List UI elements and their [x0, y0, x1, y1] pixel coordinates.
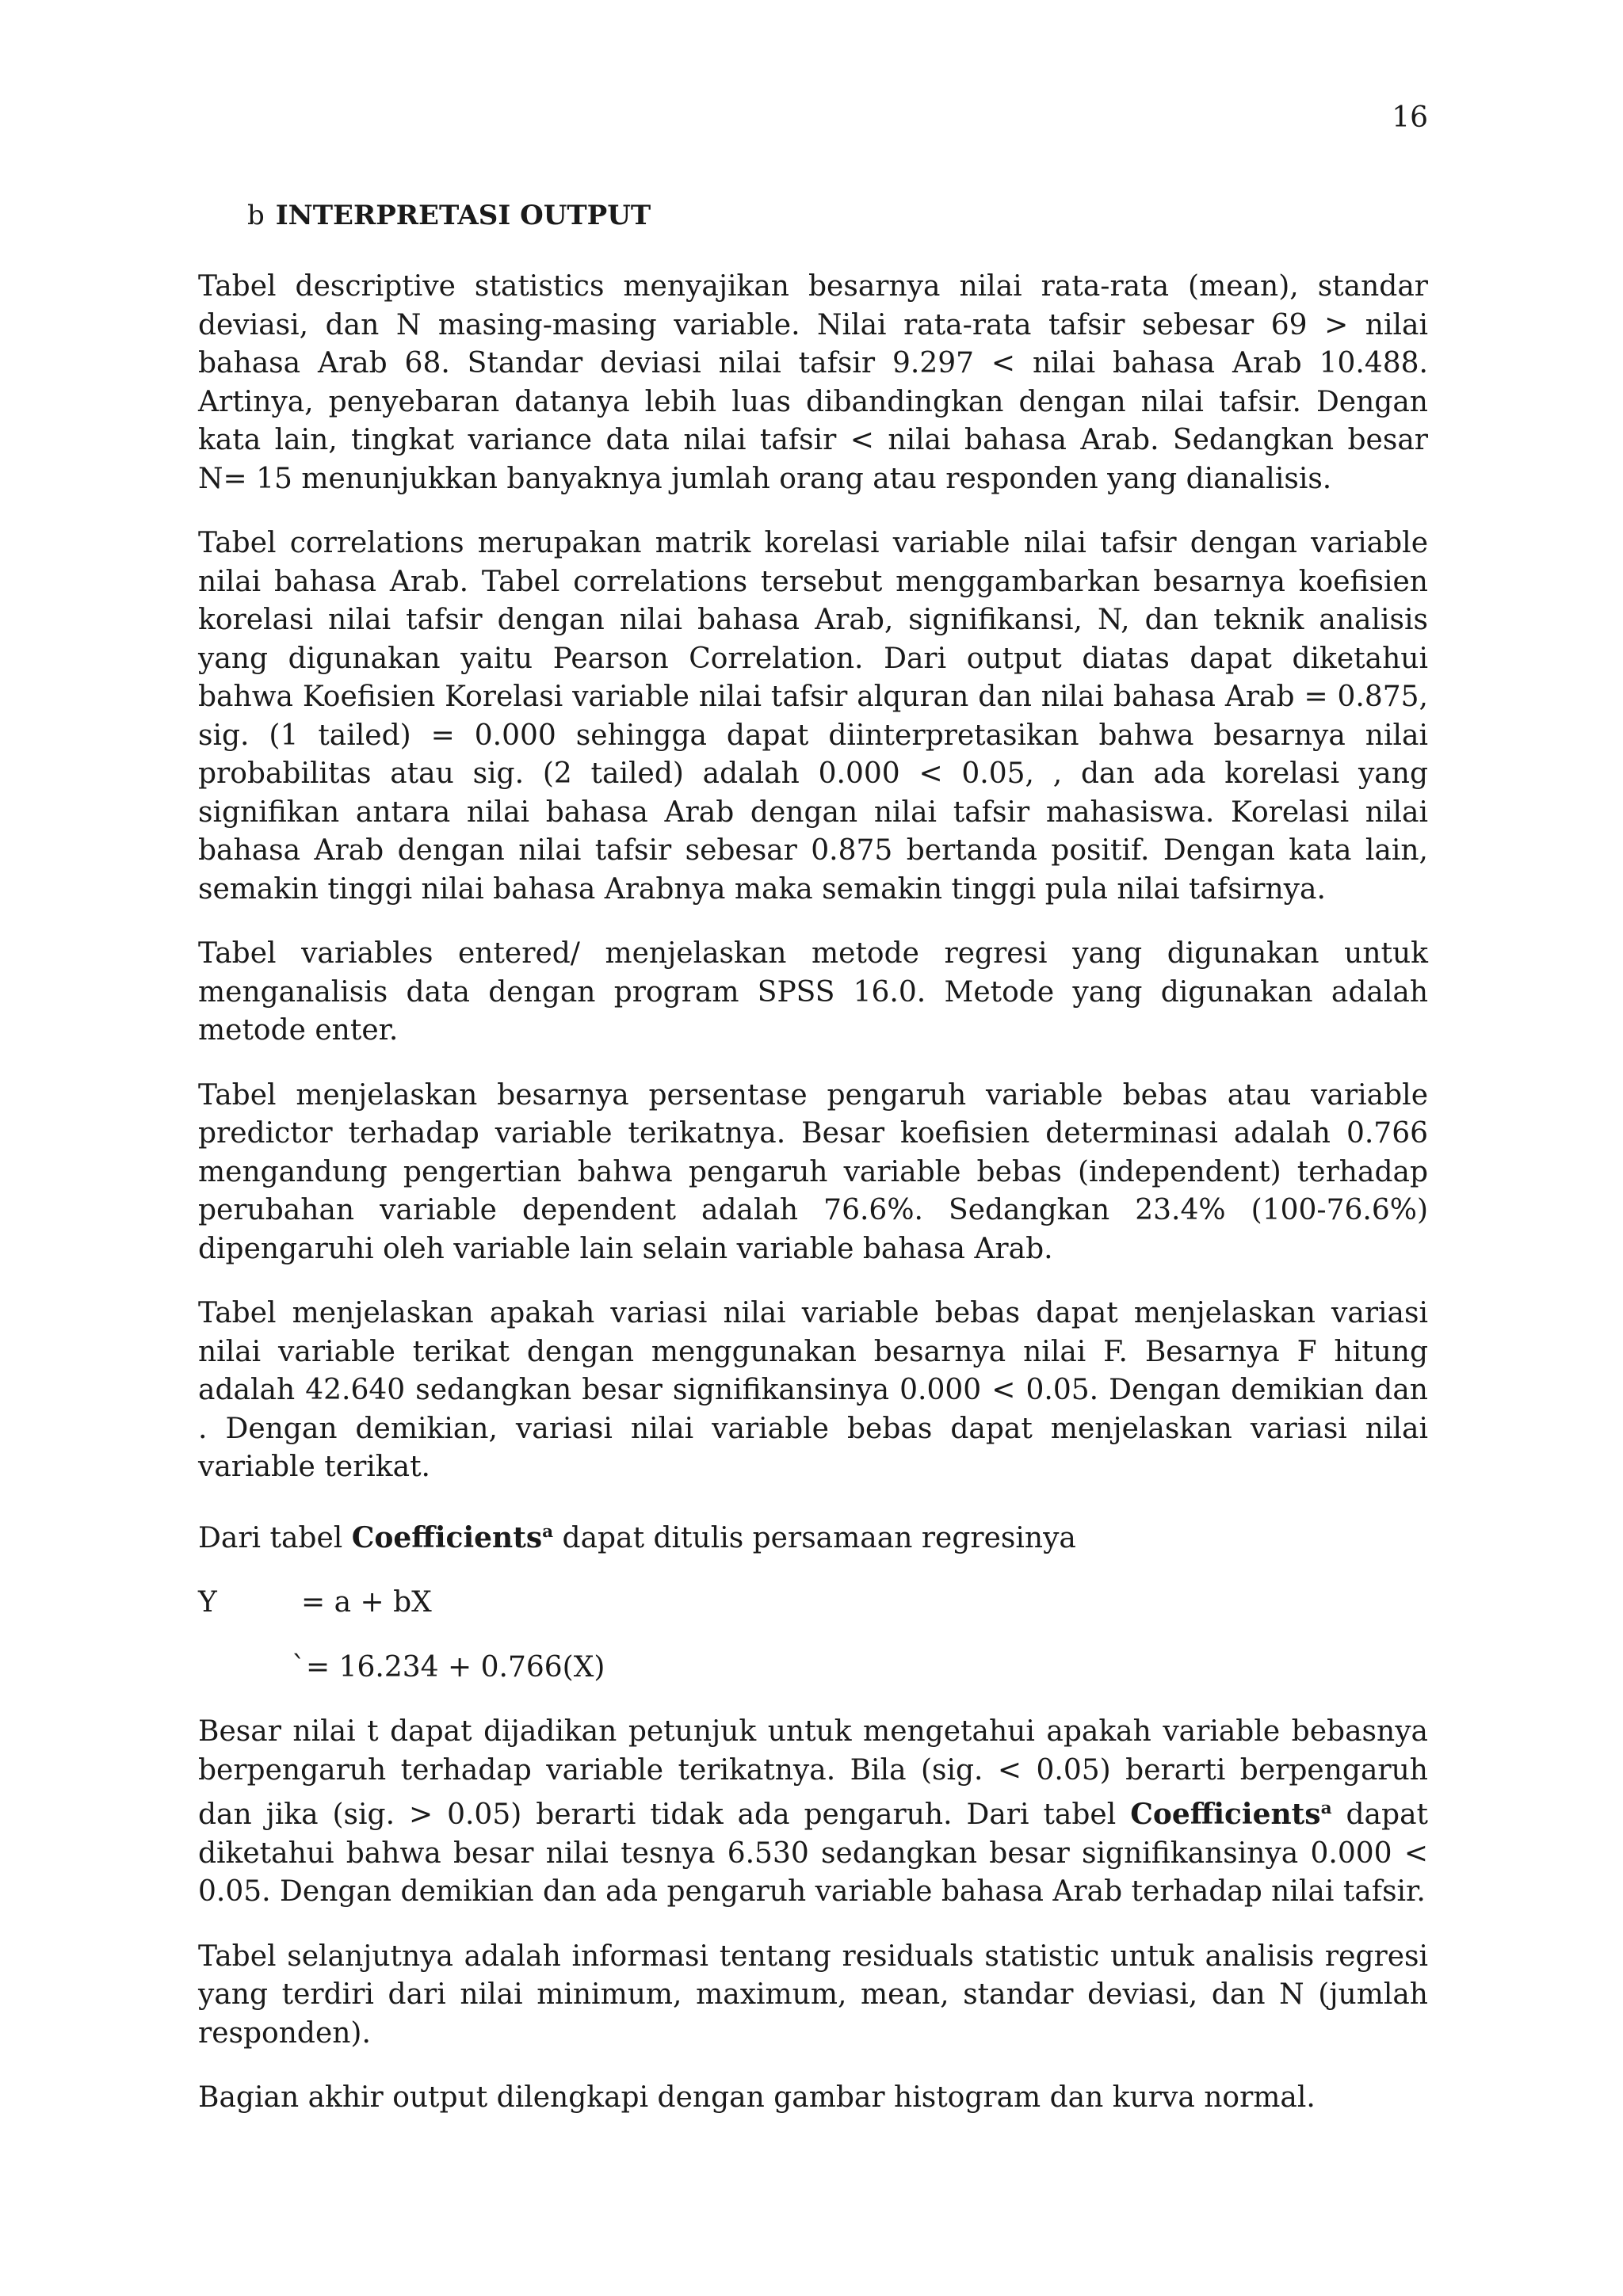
coefficients-superscript: a [542, 1521, 554, 1542]
coefficients-label: Coefficients$^a$ [351, 1520, 554, 1554]
page-number: 16 [1392, 101, 1428, 134]
coefficients-superscript: a [1320, 1798, 1332, 1818]
coefficients-label: Coefficients$^a$ [1130, 1798, 1332, 1831]
heading-title: INTERPRETASI OUTPUT [275, 200, 651, 231]
paragraph-histogram: Bagian akhir output dilengkapi dengan gambar histogram dan kurva normal. [198, 2081, 1316, 2114]
equation-variable: Y [198, 1586, 217, 1619]
paragraph-descriptive-statistics: Tabel descriptive statistics menyajikan besarnya nilai rata-rata (mean), standar deviasi, dan N masing-masing variable. Nilai rata-rata tafsir sebesar 69 > nilai bahasa Arab 68. Standar deviasi nilai tafsir 9.297 < nilai bahasa Arab 10.488. Artinya, penyebaran datanya lebih luas dibandingkan dengan nilai tafsir. Dengan kata lain, tingkat variance data nilai tafsir < nilai bahasa Arab. Sedangkan besar N= 15 menunjukkan banyaknya jumlah orang atau responden yang dianalisis. [198, 270, 1428, 495]
heading-marker: b [247, 200, 265, 231]
paragraph-residuals: Tabel selanjutnya adalah informasi tentang residuals statistic untuk analisis regresi yang terdiri dari nilai minimum, maximum, mean, standar deviasi, dan N (jumlah responden). [198, 1939, 1428, 2050]
paragraph-anova: Tabel menjelaskan apakah variasi nilai variable bebas dapat menjelaskan variasi nilai variable terikat dengan menggunakan besarnya nilai F. Besarnya F hitung adalah 42.640 sedangkan besar signifikansinya 0.000 < 0.05. Dengan demikian dan . Dengan demikian, variasi nilai variable bebas dapat menjelaskan variasi nilai variable terikat. [198, 1297, 1428, 1483]
paragraph-model-summary: Tabel menjelaskan besarnya persentase pengaruh variable bebas atau variable predictor terhadap variable terikatnya. Besar koefisien determinasi adalah 0.766 mengandung pengertian bahwa pengaruh variable bebas (independent) terhadap perubahan variable dependent adalah 76.6%. Sedangkan 23.4% (100-76.6%) dipengaruhi oleh variable lain selain variable bahasa Arab. [198, 1078, 1428, 1265]
t-test-suffix: dapat diketahui bahwa besar nilai tesnya 6.530 sedangkan besar signifikansinya 0.000 < 0.05. Dengan demikian dan ada pengaruh variable bahasa Arab terhadap nilai tafsir. [198, 1798, 1428, 1908]
equation-rhs: = a + bX [301, 1586, 432, 1619]
regression-equation-general [198, 1584, 1428, 1623]
t-test-text: Besar nilai t dapat dijadikan petunjuk untuk mengetahui apakah variable bebasnya berpengaruh terhadap variable terikatnya. Bila (sig. < 0.05) berarti berpengaruh dan jika (sig. > 0.05) berarti tidak ada pengaruh. Dari tabel [198, 1715, 1428, 1831]
paragraph-t-test [198, 1713, 1428, 1912]
section-heading [247, 200, 651, 231]
regression-equation-values: `= 16.234 + 0.766(X) [292, 1650, 605, 1684]
body-text [198, 268, 1428, 2144]
paragraph-coefficients-intro [198, 1513, 1428, 1558]
paragraph-variables-entered: Tabel variables entered/ menjelaskan metode regresi yang digunakan untuk menganalisis data dengan program SPSS 16.0. Metode yang digunakan adalah metode enter. [198, 937, 1428, 1047]
coefficients-intro-text: Dari tabel [198, 1521, 352, 1554]
coefficients-intro-suffix: dapat ditulis persamaan regresinya [553, 1521, 1076, 1554]
paragraph-correlations: Tabel correlations merupakan matrik korelasi variable nilai tafsir dengan variable nilai bahasa Arab. Tabel correlations tersebut menggambarkan besarnya koefisien korelasi nilai tafsir dengan nilai bahasa Arab, signifikansi, N, dan teknik analisis yang digunakan yaitu Pearson Correlation. Dari output diatas dapat diketahui bahwa Koefisien Korelasi variable nilai tafsir alquran dan nilai bahasa Arab = 0.875, sig. (1 tailed) = 0.000 sehingga dapat diinterpretasikan bahwa besarnya nilai probabilitas atau sig. (2 tailed) adalah 0.000 < 0.05, , dan ada korelasi yang signifikan antara nilai bahasa Arab dengan nilai tafsir mahasiswa. Korelasi nilai bahasa Arab dengan nilai tafsir sebesar 0.875 bertanda positif. Dengan kata lain, semakin tinggi nilai bahasa Arabnya maka semakin tinggi pula nilai tafsirnya. [198, 527, 1428, 906]
